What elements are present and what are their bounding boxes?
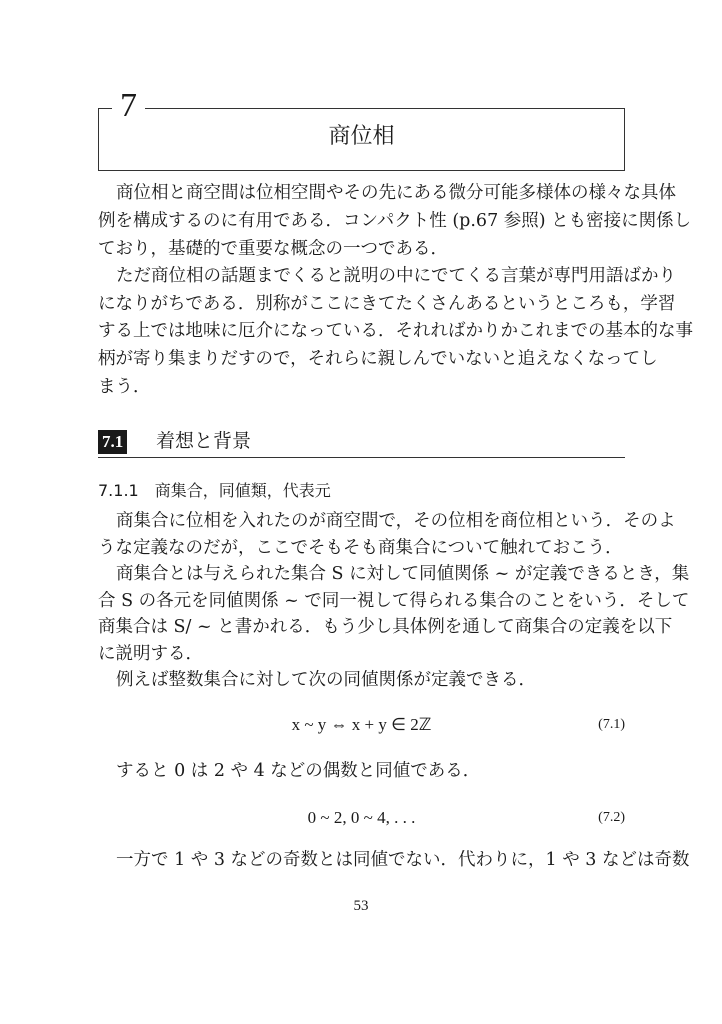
section-number: 7.1	[98, 430, 127, 454]
body-line: 合 S の各元を同値関係 ~ で同一視して得られる集合のことをいう．そして	[98, 591, 690, 611]
subsection-heading	[98, 480, 331, 502]
equation-7-1: x ~ y ⇔ x + y ∈ 2ℤ	[291, 715, 432, 734]
equation-7-2: 0 ~ 2, 0 ~ 4, . . .	[307, 808, 416, 827]
intro-line: になりがちである．別称がここにきてたくさんあるというところも，学習	[98, 294, 676, 314]
body-line: 商集合に位相を入れたのが商空間で，その位相を商位相という．そのよ	[116, 511, 676, 531]
chapter-title: 商位相	[328, 124, 395, 149]
body-line: うな定義なのだが，ここでそもそも商集合について触れておこう．	[98, 538, 623, 558]
section-title: 着想と背景	[156, 430, 252, 452]
subsection-number: 7.1.1	[98, 481, 139, 500]
intro-line: 例を構成するのに有用である．コンパクト性 (p.67 参照) とも密接に関係し	[98, 211, 692, 231]
equation-number: (7.1)	[598, 717, 625, 732]
intro-line: ており，基礎的で重要な概念の一つである．	[98, 239, 448, 259]
section-rule	[98, 457, 625, 458]
body-line: すると 0 は 2 や 4 などの偶数と同値である．	[116, 761, 481, 781]
chapter-number: 7	[112, 86, 145, 126]
intro-line: 商位相と商空間は位相空間やその先にある微分可能多様体の様々な具体	[116, 183, 676, 203]
intro-line: する上では地味に厄介になっている．それればかりかこれまでの基本的な事	[98, 321, 693, 341]
intro-line: ただ商位相の話題までくると説明の中にでてくる言葉が専門用語ばかり	[116, 266, 676, 286]
intro-line: まう．	[98, 377, 151, 397]
intro-line: 柄が寄り集まりだすので，それらに親しんでいないと追えなくなってし	[98, 349, 658, 369]
page-number: 53	[353, 898, 369, 914]
subsection-title: 商集合，同値類，代表元	[154, 481, 331, 500]
body-line: に説明する．	[98, 644, 203, 664]
body-line: 商集合は S/ ~ と書かれる．もう少し具体例を通して商集合の定義を以下	[98, 617, 673, 637]
equation-number: (7.2)	[598, 810, 625, 825]
body-line: 例えば整数集合に対して次の同値関係が定義できる．	[116, 670, 536, 690]
body-line: 一方で 1 や 3 などの奇数とは同値でない．代わりに，1 や 3 などは奇数	[116, 850, 690, 870]
body-line: 商集合とは与えられた集合 S に対して同値関係 ~ が定義できるとき，集	[116, 564, 690, 584]
